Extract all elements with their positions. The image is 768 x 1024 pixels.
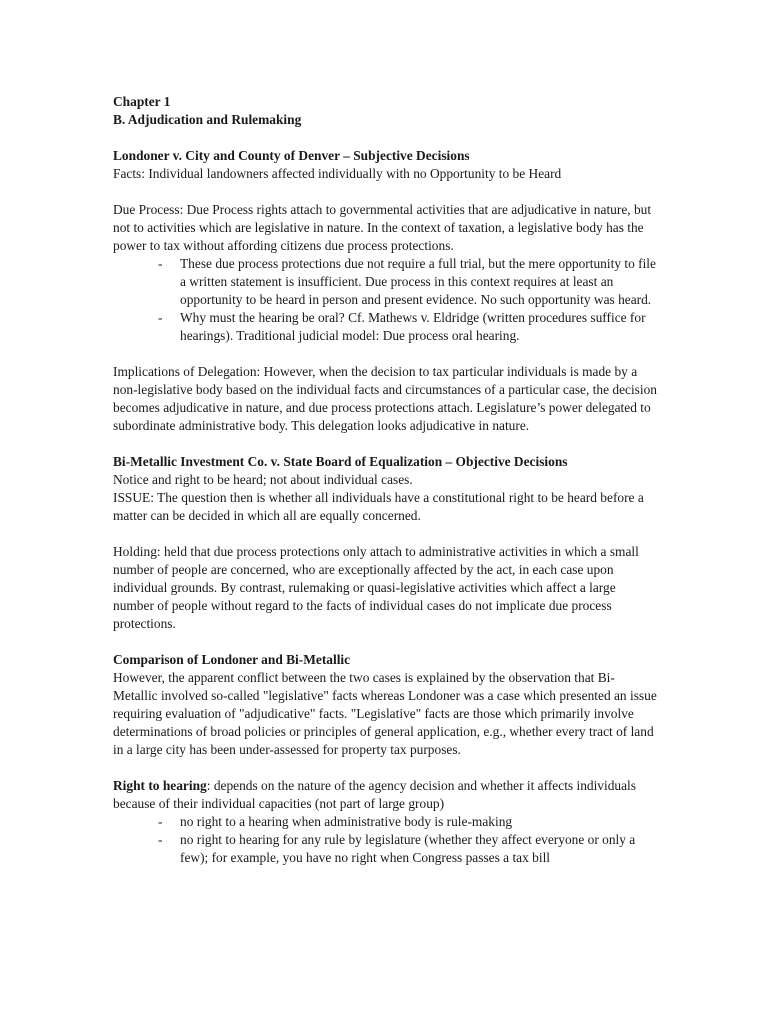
chapter-title: Chapter 1 [113, 94, 171, 109]
comparison-paragraph: However, the apparent conflict between the two cases is explained by the observation that Bi-Metallic involved so-called "legislative" facts whereas Londoner was a case which presented an issue requiring evaluation of "adjudicative" facts. "Legislative" facts are those which primarily involve determinations of broad policies or principles of general application, e.g., whether every tract of land in a large city has been under-assessed for property tax purposes. [113, 670, 657, 757]
londoner-heading: Londoner v. City and County of Denver – Subjective Decisions [113, 148, 470, 163]
dash-marker: - [158, 310, 163, 325]
bimetallic-issue: ISSUE: The question then is whether all individuals have a constitutional right to be heard before a matter can be decided in which all are equally concerned. [113, 490, 644, 523]
bimetallic-notice: Notice and right to be heard; not about individual cases. [113, 472, 413, 487]
implications-paragraph: Implications of Delegation: However, when the decision to tax particular individuals is made by a non-legislative body based on the individual facts and circumstances of a particular case, the decision becomes adjudicative in nature, and due process protections attach. Legislature’s power delegated to subordinate administrative body. This delegation looks adjudicative in nature. [113, 364, 657, 433]
due-process-list [113, 255, 658, 345]
list-item: - no right to a hearing when administrative body is rule-making [158, 814, 513, 829]
right-to-hearing-list [113, 813, 658, 867]
document-page [113, 93, 658, 867]
holding-paragraph: Holding: held that due process protections only attach to administrative activities in which a small number of people are concerned, who are exceptionally affected by the act, in each case upon individual grounds. By contrast, rulemaking or quasi-legislative activities which affect a large number of people without regard to the facts of individual cases do not implicate due process protections. [113, 544, 639, 631]
list-item: - These due process protections due not require a full trial, but the mere opportunity to file a written statement is insufficient. Due process in this context requires at least an opportunity to be heard in person and present evidence. No such opportunity was heard. [158, 256, 656, 307]
dash-marker: - [158, 814, 163, 829]
londoner-facts: Facts: Individual landowners affected individually with no Opportunity to be Heard [113, 166, 562, 181]
list-item: - no right to hearing for any rule by legislature (whether they affect everyone or only a few); for example, you have no right when Congress passes a tax bill [158, 832, 636, 865]
comparison-heading: Comparison of Londoner and Bi-Metallic [113, 652, 351, 667]
right-to-hearing-label: Right to hearing [113, 778, 207, 793]
due-process-paragraph: Due Process: Due Process rights attach to governmental activities that are adjudicative in nature, but not to activities which are legislative in nature. In the context of taxation, a legislative body has the power to tax without affording citizens due process protections. [113, 202, 652, 253]
list-item: - Why must the hearing be oral? Cf. Mathews v. Eldridge (written procedures suffice for hearings). Traditional judicial model: Due process oral hearing. [158, 310, 646, 343]
dash-marker: - [158, 832, 163, 847]
dash-marker: - [158, 256, 163, 271]
section-title: B. Adjudication and Rulemaking [113, 112, 302, 127]
bimetallic-heading: Bi-Metallic Investment Co. v. State Board of Equalization – Objective Decisions [113, 454, 568, 469]
right-to-hearing-paragraph: Right to hearing: depends on the nature of the agency decision and whether it affects individuals because of their individual capacities (not part of large group) [113, 778, 636, 811]
